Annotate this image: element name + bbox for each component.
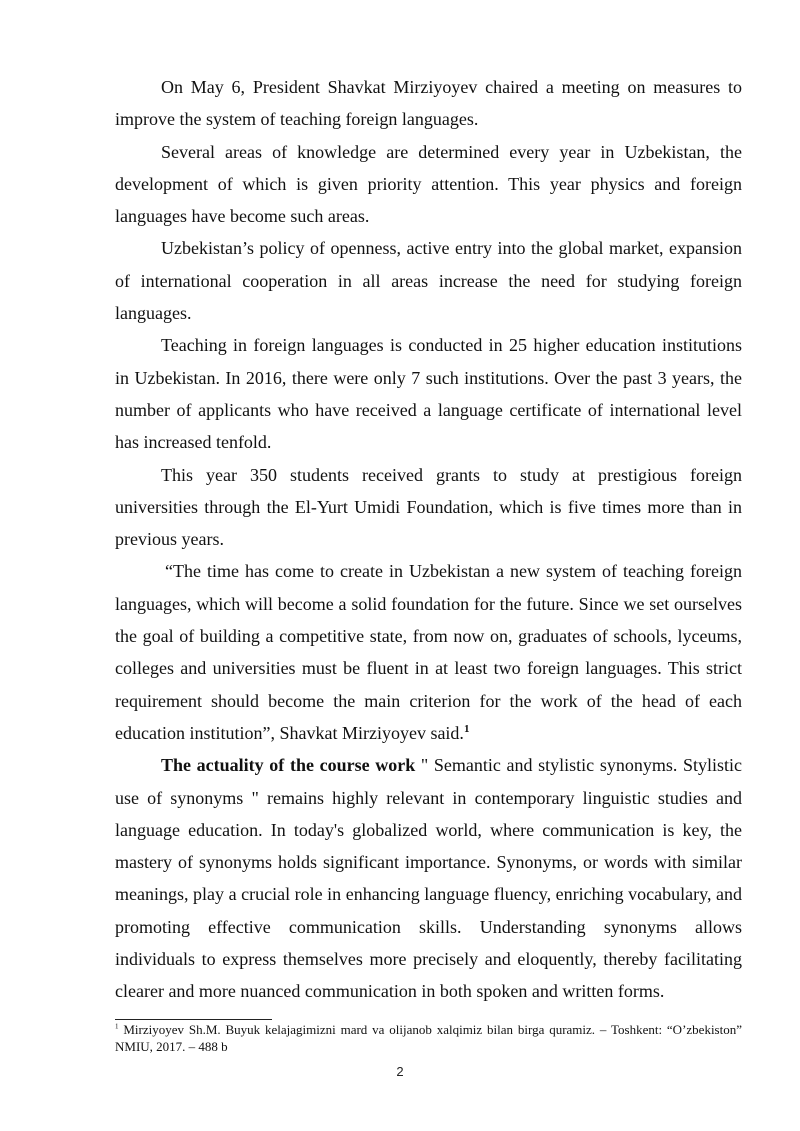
quote-text: “The time has come to create in Uzbekistan a new system of teaching foreign languages, which will become a solid foundation for the future. Since we set ourselves the goal of building a competitive state, from now on, graduates of schools, lyceums, colleges and universities must be fluent in at least two foreign languages. This strict requirement should become the main criterion for the work of the head of each education institution”, Shavkat Mirziyoyev said.	[115, 561, 742, 743]
paragraph-actuality	[115, 749, 742, 1007]
footnote	[115, 1021, 742, 1055]
actuality-heading: The actuality of the course work	[161, 755, 416, 776]
footnote-mark: 1	[115, 1022, 119, 1031]
actuality-text: " Semantic and stylistic synonyms. Stylistic use of synonyms " remains highly relevant in contemporary linguistic studies and language education. In today's globalized world, where communication is key, the mastery of synonyms holds significant importance. Synonyms, or words with similar meanings, play a crucial role in enhancing language fluency, enriching vocabulary, and promoting effective communication skills. Understanding synonyms allows individuals to express themselves more precisely and eloquently, thereby facilitating clearer and more nuanced communication in both spoken and written forms.	[115, 755, 742, 1002]
paragraph-openness-policy: Uzbekistan’s policy of openness, active entry into the global market, expansion of international cooperation in all areas increase the need for studying foreign languages.	[115, 238, 742, 324]
footnote-divider	[115, 1019, 272, 1020]
page-number: 2	[396, 1064, 404, 1079]
paragraph-higher-education: Teaching in foreign languages is conducted in 25 higher education institutions in Uzbekistan. In 2016, there were only 7 such institutions. Over the past 3 years, the number of applicants who have received a language certificate of international level has increased tenfold.	[115, 335, 742, 453]
paragraph-meeting: On May 6, President Shavkat Mirziyoyev chaired a meeting on measures to improve the system of teaching foreign languages.	[115, 77, 742, 130]
paragraph-quote	[115, 555, 742, 749]
paragraph-priority-areas: Several areas of knowledge are determined every year in Uzbekistan, the development of which is given priority attention. This year physics and foreign languages have become such areas.	[115, 141, 742, 227]
paragraph-grants: This year 350 students received grants to study at prestigious foreign universities through the El-Yurt Umidi Foundation, which is five times more than in previous years.	[115, 464, 742, 550]
footnote-reference: 1	[463, 722, 470, 735]
footnote-text: Mirziyoyev Sh.M. Buyuk kelajagimizni mard va olijanob xalqimiz bilan birga quramiz. – Toshkent: “O’zbekiston” NMIU, 2017. – 488 b	[115, 1022, 742, 1054]
document-body	[115, 71, 742, 1008]
